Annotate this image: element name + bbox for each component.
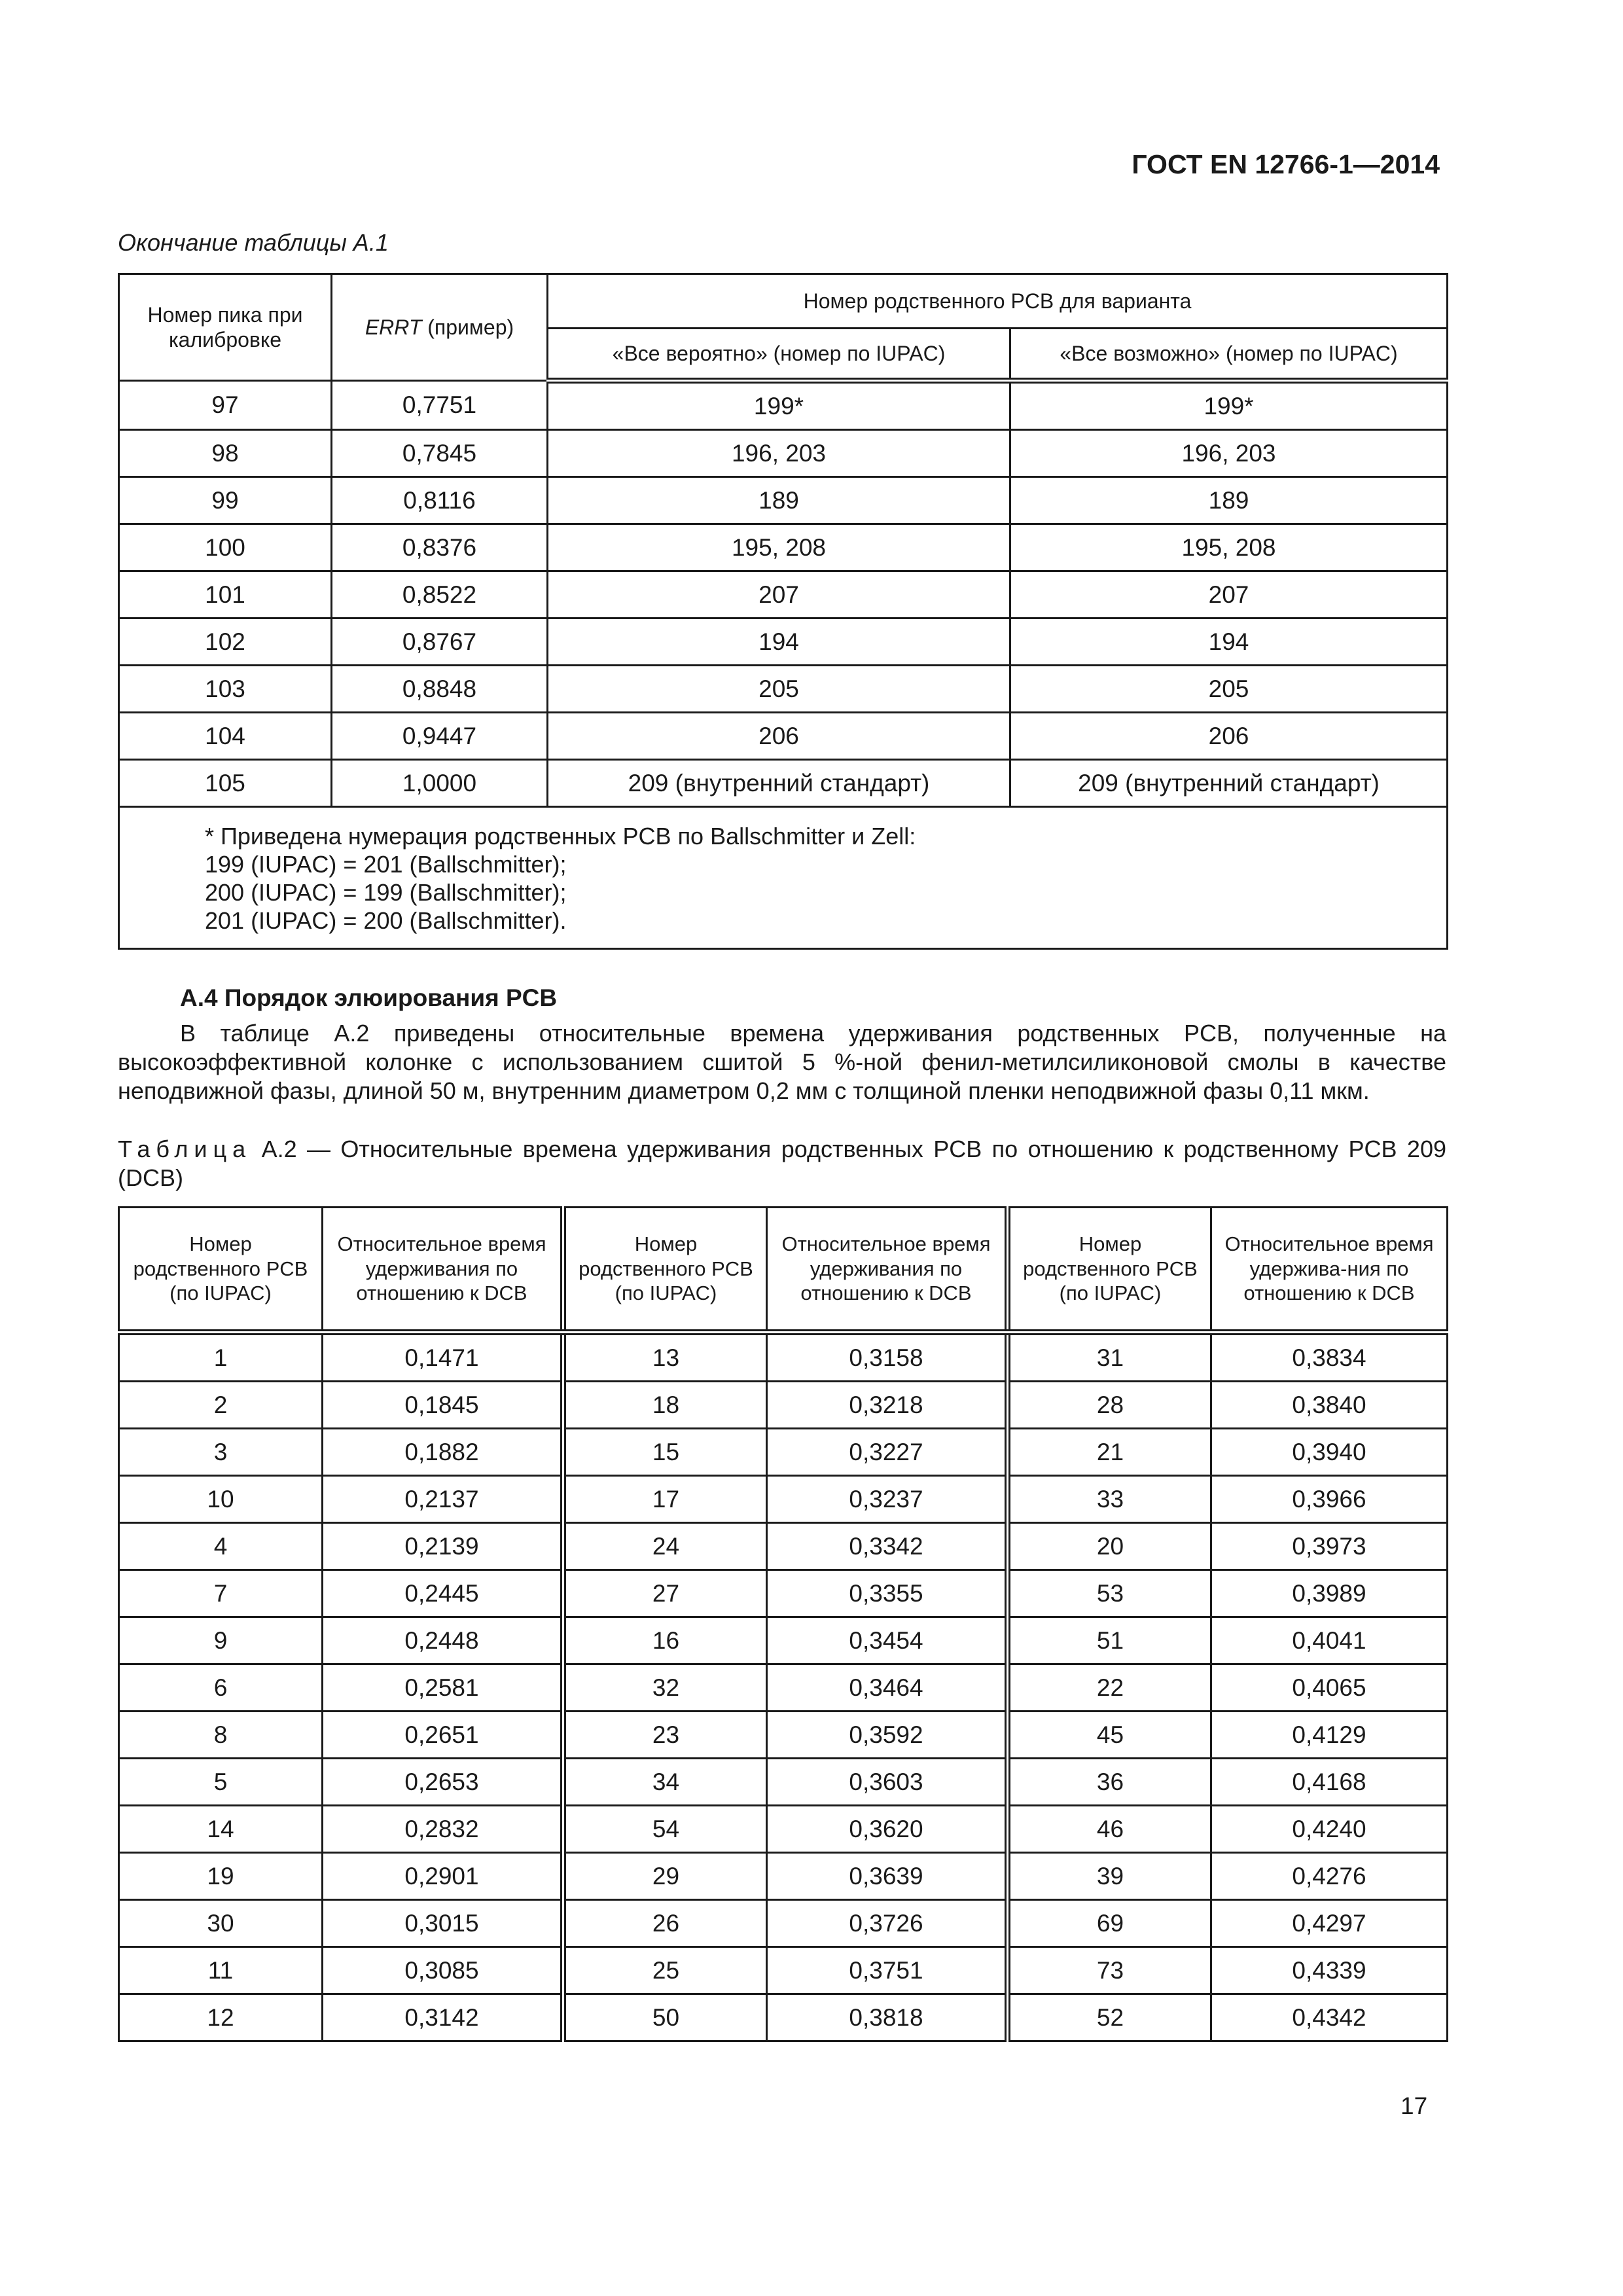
header-errt bbox=[332, 274, 548, 381]
table-a1-caption: Окончание таблицы А.1 bbox=[118, 229, 389, 256]
table-a1-body bbox=[119, 381, 1448, 807]
table-cell: 206 bbox=[548, 713, 1010, 760]
table-cell: 50 bbox=[563, 1994, 767, 2041]
table-cell: 195, 208 bbox=[1010, 524, 1448, 571]
table-cell: 1 bbox=[119, 1333, 323, 1382]
table-cell: 14 bbox=[119, 1806, 323, 1853]
table-cell: 18 bbox=[563, 1382, 767, 1429]
table-cell: 0,3237 bbox=[767, 1476, 1008, 1523]
table-cell: 98 bbox=[119, 430, 332, 477]
table-cell: 0,2581 bbox=[323, 1664, 563, 1712]
footnote-line: * Приведена нумерация родственных PCB по Ballschmitter и Zell: bbox=[205, 823, 916, 850]
table-cell: 0,4168 bbox=[1211, 1759, 1448, 1806]
table-cell: 206 bbox=[1010, 713, 1448, 760]
header-congener-number: Номер родственного PCB (по IUPAC) bbox=[563, 1208, 767, 1333]
table-cell: 30 bbox=[119, 1900, 323, 1947]
table-cell: 0,2448 bbox=[323, 1617, 563, 1664]
table-cell: 27 bbox=[563, 1570, 767, 1617]
table-row bbox=[119, 1900, 1448, 1947]
table-cell: 0,7751 bbox=[332, 381, 548, 430]
table-a2-title-text: А.2 — Относительные времена удерживания родственных PCB по отношению к родственному PCB 209 (DCB) bbox=[118, 1136, 1446, 1191]
table-cell: 0,8376 bbox=[332, 524, 548, 571]
table-cell: 196, 203 bbox=[548, 430, 1010, 477]
table-cell: 53 bbox=[1008, 1570, 1211, 1617]
table-cell: 21 bbox=[1008, 1429, 1211, 1476]
table-cell: 10 bbox=[119, 1476, 323, 1523]
table-cell: 11 bbox=[119, 1947, 323, 1994]
table-cell: 0,4065 bbox=[1211, 1664, 1448, 1712]
table-cell: 46 bbox=[1008, 1806, 1211, 1853]
document-code: ГОСТ EN 12766-1—2014 bbox=[1132, 149, 1440, 179]
table-cell: 31 bbox=[1008, 1333, 1211, 1382]
table-cell: 0,3142 bbox=[323, 1994, 563, 2041]
table-cell: 0,3355 bbox=[767, 1570, 1008, 1617]
table-cell: 199* bbox=[548, 381, 1010, 430]
table-cell: 0,4297 bbox=[1211, 1900, 1448, 1947]
table-cell: 0,2139 bbox=[323, 1523, 563, 1570]
table-cell: 0,8767 bbox=[332, 619, 548, 666]
table-a2-header bbox=[119, 1208, 1448, 1333]
table-cell: 196, 203 bbox=[1010, 430, 1448, 477]
table-cell: 0,3818 bbox=[767, 1994, 1008, 2041]
table-cell: 0,3840 bbox=[1211, 1382, 1448, 1429]
table-cell: 36 bbox=[1008, 1759, 1211, 1806]
table-cell: 7 bbox=[119, 1570, 323, 1617]
table-row bbox=[119, 1617, 1448, 1664]
table-cell: 17 bbox=[563, 1476, 767, 1523]
table-a1 bbox=[118, 273, 1448, 950]
table-cell: 0,3218 bbox=[767, 1382, 1008, 1429]
table-cell: 0,2445 bbox=[323, 1570, 563, 1617]
table-cell: 0,2651 bbox=[323, 1712, 563, 1759]
table-cell: 26 bbox=[563, 1900, 767, 1947]
table-cell: 2 bbox=[119, 1382, 323, 1429]
table-cell: 0,8848 bbox=[332, 666, 548, 713]
table-row bbox=[119, 1664, 1448, 1712]
table-a2-body bbox=[119, 1333, 1448, 2041]
table-cell: 28 bbox=[1008, 1382, 1211, 1429]
table-cell: 22 bbox=[1008, 1664, 1211, 1712]
table-cell: 0,3158 bbox=[767, 1333, 1008, 1382]
footnote-line: 200 (IUPAC) = 199 (Ballschmitter); bbox=[205, 879, 567, 906]
table-cell: 0,4276 bbox=[1211, 1853, 1448, 1900]
table-cell: 24 bbox=[563, 1523, 767, 1570]
table-row bbox=[119, 1523, 1448, 1570]
table-cell: 0,7845 bbox=[332, 430, 548, 477]
table-cell: 205 bbox=[1010, 666, 1448, 713]
header-relative-retention: Относительное время удерживания по отношению к DCB bbox=[767, 1208, 1008, 1333]
table-row bbox=[119, 571, 1448, 619]
table-cell: 0,3973 bbox=[1211, 1523, 1448, 1570]
table-cell: 0,3015 bbox=[323, 1900, 563, 1947]
table-cell: 0,2137 bbox=[323, 1476, 563, 1523]
table-cell: 0,1471 bbox=[323, 1333, 563, 1382]
table-cell: 189 bbox=[1010, 477, 1448, 524]
section-paragraph: В таблице А.2 приведены относительные времена удерживания родственных PCB, полученные на высокоэффективной колонке с использованием сшитой 5 %-ной фенил-метилсиликоновой смолы в качестве неподвижной фазы, длиной 50 м, внутренним диаметром 0,2 мм с толщиной пленки неподвижной фазы 0,11 мкм. bbox=[118, 1020, 1446, 1104]
header-congener-number: Номер родственного PCB (по IUPAC) bbox=[1008, 1208, 1211, 1333]
table-row bbox=[119, 477, 1448, 524]
table-cell: 0,4240 bbox=[1211, 1806, 1448, 1853]
table-cell: 0,1845 bbox=[323, 1382, 563, 1429]
table-cell: 9 bbox=[119, 1617, 323, 1664]
header-all-possible: «Все возможно» (номер по IUPAC) bbox=[1010, 329, 1448, 381]
table-row bbox=[119, 1429, 1448, 1476]
table-cell: 0,8116 bbox=[332, 477, 548, 524]
table-row bbox=[119, 1947, 1448, 1994]
table-row bbox=[119, 1476, 1448, 1523]
table-cell: 0,4129 bbox=[1211, 1712, 1448, 1759]
table-cell: 100 bbox=[119, 524, 332, 571]
table-row bbox=[119, 1333, 1448, 1382]
table-row bbox=[119, 666, 1448, 713]
table-cell: 0,3342 bbox=[767, 1523, 1008, 1570]
header-relative-retention: Относительное время удерживания по отношению к DCB bbox=[323, 1208, 563, 1333]
table-cell: 97 bbox=[119, 381, 332, 430]
table-row bbox=[119, 1853, 1448, 1900]
table-cell: 29 bbox=[563, 1853, 767, 1900]
table-cell: 0,3603 bbox=[767, 1759, 1008, 1806]
table-cell: 51 bbox=[1008, 1617, 1211, 1664]
table-cell: 199* bbox=[1010, 381, 1448, 430]
table-cell: 0,3726 bbox=[767, 1900, 1008, 1947]
footnote-cell bbox=[119, 807, 1448, 949]
table-cell: 73 bbox=[1008, 1947, 1211, 1994]
errt-term: ERRT bbox=[365, 315, 422, 339]
table-row bbox=[119, 1806, 1448, 1853]
table-cell: 0,3751 bbox=[767, 1947, 1008, 1994]
table-cell: 207 bbox=[1010, 571, 1448, 619]
table-cell: 0,3227 bbox=[767, 1429, 1008, 1476]
table-cell: 0,4342 bbox=[1211, 1994, 1448, 2041]
table-cell: 34 bbox=[563, 1759, 767, 1806]
header-all-probable: «Все вероятно» (номер по IUPAC) bbox=[548, 329, 1010, 381]
table-a2-title-label: Таблица bbox=[118, 1136, 252, 1162]
errt-example: (пример) bbox=[421, 315, 514, 339]
table-cell: 12 bbox=[119, 1994, 323, 2041]
table-cell: 25 bbox=[563, 1947, 767, 1994]
header-congener-number: Номер родственного PCB (по IUPAC) bbox=[119, 1208, 323, 1333]
table-cell: 0,9447 bbox=[332, 713, 548, 760]
table-cell: 205 bbox=[548, 666, 1010, 713]
table-cell: 101 bbox=[119, 571, 332, 619]
table-cell: 69 bbox=[1008, 1900, 1211, 1947]
table-cell: 32 bbox=[563, 1664, 767, 1712]
table-cell: 16 bbox=[563, 1617, 767, 1664]
table-row bbox=[119, 1570, 1448, 1617]
table-cell: 195, 208 bbox=[548, 524, 1010, 571]
table-cell: 20 bbox=[1008, 1523, 1211, 1570]
header-peak-number: Номер пика при калибровке bbox=[119, 274, 332, 381]
table-cell: 189 bbox=[548, 477, 1010, 524]
table-cell: 1,0000 bbox=[332, 760, 548, 807]
table-row bbox=[119, 524, 1448, 571]
table-cell: 209 (внутренний стандарт) bbox=[548, 760, 1010, 807]
table-cell: 99 bbox=[119, 477, 332, 524]
table-cell: 0,3940 bbox=[1211, 1429, 1448, 1476]
table-row bbox=[119, 1994, 1448, 2041]
table-cell: 104 bbox=[119, 713, 332, 760]
table-cell: 0,3085 bbox=[323, 1947, 563, 1994]
table-cell: 5 bbox=[119, 1759, 323, 1806]
page-number: 17 bbox=[1400, 2092, 1428, 2119]
table-cell: 105 bbox=[119, 760, 332, 807]
table-cell: 0,3966 bbox=[1211, 1476, 1448, 1523]
table-row bbox=[119, 430, 1448, 477]
table-cell: 0,3464 bbox=[767, 1664, 1008, 1712]
table-cell: 33 bbox=[1008, 1476, 1211, 1523]
table-a2-title bbox=[118, 1135, 1446, 1193]
table-cell: 0,2832 bbox=[323, 1806, 563, 1853]
table-cell: 3 bbox=[119, 1429, 323, 1476]
table-cell: 103 bbox=[119, 666, 332, 713]
table-a1-header bbox=[119, 274, 1448, 381]
table-cell: 0,3592 bbox=[767, 1712, 1008, 1759]
table-cell: 102 bbox=[119, 619, 332, 666]
table-row bbox=[119, 381, 1448, 430]
table-cell: 0,2901 bbox=[323, 1853, 563, 1900]
footnote-line: 201 (IUPAC) = 200 (Ballschmitter). bbox=[205, 907, 567, 934]
table-cell: 23 bbox=[563, 1712, 767, 1759]
section-heading: А.4 Порядок элюирования PCB bbox=[180, 984, 558, 1011]
table-a1-footnote bbox=[119, 807, 1448, 949]
table-a2 bbox=[118, 1206, 1448, 2042]
table-cell: 0,3989 bbox=[1211, 1570, 1448, 1617]
table-cell: 0,3639 bbox=[767, 1853, 1008, 1900]
table-cell: 4 bbox=[119, 1523, 323, 1570]
table-cell: 0,3620 bbox=[767, 1806, 1008, 1853]
table-cell: 194 bbox=[548, 619, 1010, 666]
table-cell: 0,8522 bbox=[332, 571, 548, 619]
table-cell: 0,4339 bbox=[1211, 1947, 1448, 1994]
table-row bbox=[119, 619, 1448, 666]
table-cell: 8 bbox=[119, 1712, 323, 1759]
table-cell: 0,2653 bbox=[323, 1759, 563, 1806]
footnote-line: 199 (IUPAC) = 201 (Ballschmitter); bbox=[205, 851, 567, 878]
table-cell: 194 bbox=[1010, 619, 1448, 666]
table-cell: 52 bbox=[1008, 1994, 1211, 2041]
header-congener-group: Номер родственного PCB для варианта bbox=[548, 274, 1448, 329]
table-row bbox=[119, 760, 1448, 807]
table-cell: 0,1882 bbox=[323, 1429, 563, 1476]
table-cell: 19 bbox=[119, 1853, 323, 1900]
table-cell: 39 bbox=[1008, 1853, 1211, 1900]
table-row bbox=[119, 1759, 1448, 1806]
table-row bbox=[119, 713, 1448, 760]
table-cell: 45 bbox=[1008, 1712, 1211, 1759]
table-row bbox=[119, 1382, 1448, 1429]
header-relative-retention: Относительное время удержива-ния по отношению к DCB bbox=[1211, 1208, 1448, 1333]
table-cell: 0,3454 bbox=[767, 1617, 1008, 1664]
table-cell: 0,4041 bbox=[1211, 1617, 1448, 1664]
table-cell: 209 (внутренний стандарт) bbox=[1010, 760, 1448, 807]
table-cell: 6 bbox=[119, 1664, 323, 1712]
table-cell: 0,3834 bbox=[1211, 1333, 1448, 1382]
table-cell: 13 bbox=[563, 1333, 767, 1382]
table-row bbox=[119, 1712, 1448, 1759]
table-cell: 54 bbox=[563, 1806, 767, 1853]
table-cell: 207 bbox=[548, 571, 1010, 619]
table-cell: 15 bbox=[563, 1429, 767, 1476]
